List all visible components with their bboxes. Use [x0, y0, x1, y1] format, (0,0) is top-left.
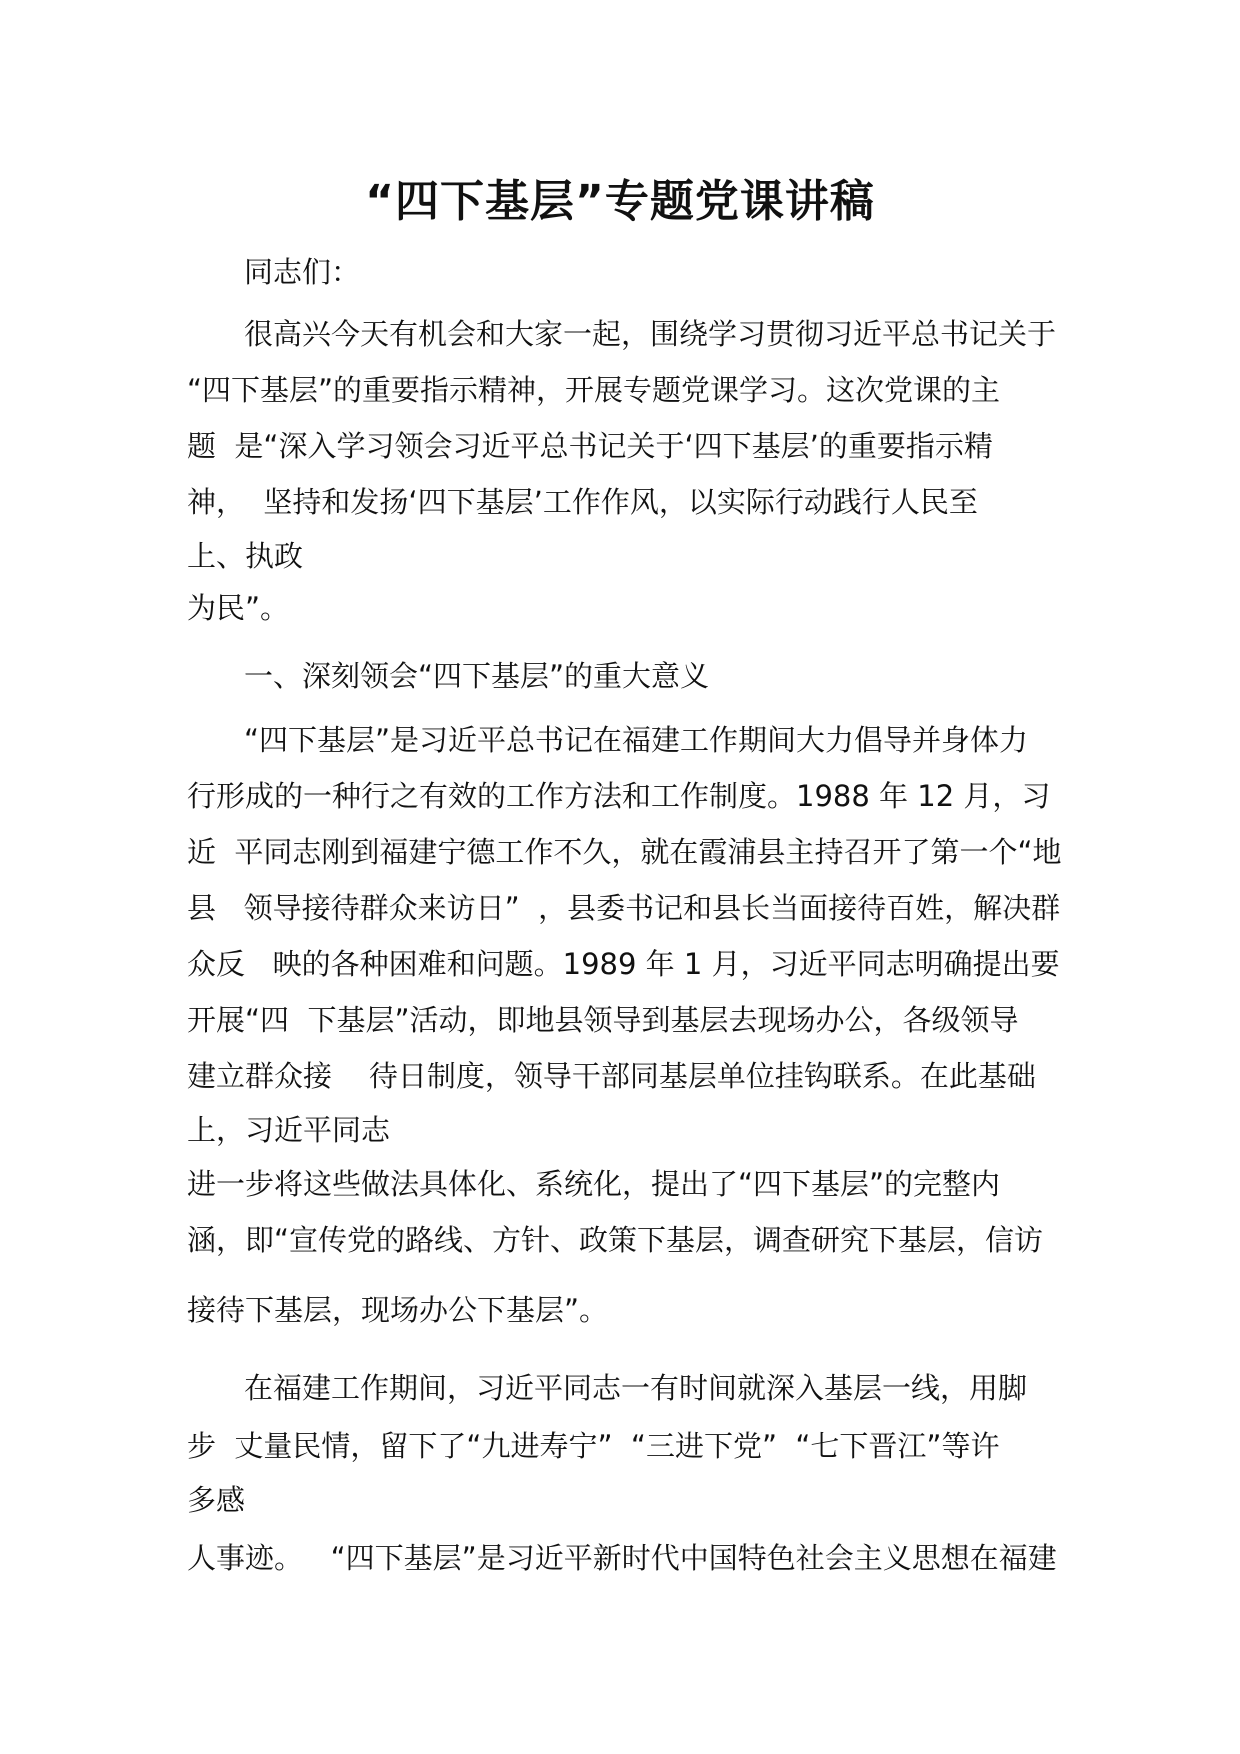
- paragraph-line: “四下基层”的重要指示精神，开展专题党课学习。这次党课的主: [187, 373, 1001, 407]
- salutation: 同志们：: [244, 255, 361, 289]
- section-heading: 一、深刻领会“四下基层”的重大意义: [244, 659, 710, 693]
- paragraph-line: 行形成的一种行之有效的工作方法和工作制度。1988 年 12 月，习: [187, 779, 1051, 813]
- paragraph-line: 涵，即“宣传党的路线、方针、政策下基层，调查研究下基层，信访: [187, 1223, 1044, 1257]
- paragraph-line: 开展“四 下基层”活动，即地县领导到基层去现场办公，各级领导: [187, 1003, 1019, 1037]
- paragraph-line: 接待下基层，现场办公下基层”。: [187, 1293, 609, 1327]
- paragraph-line: 在福建工作期间，习近平同志一有时间就深入基层一线，用脚: [244, 1371, 1028, 1405]
- paragraph-line: 步 丈量民情，留下了“九进寿宁” “三进下党” “七下晋江”等许: [187, 1429, 1000, 1463]
- paragraph-line: 很高兴今天有机会和大家一起，围绕学习贯彻习近平总书记关于: [244, 317, 1057, 351]
- paragraph-line: 近 平同志刚到福建宁德工作不久，就在霞浦县主持召开了第一个“地: [187, 835, 1062, 869]
- paragraph-line: 多感: [187, 1483, 246, 1517]
- paragraph-line: 上、执政: [187, 539, 304, 573]
- paragraph-line: 县 领导接待群众来访日” ，县委书记和县长当面接待百姓，解决群: [187, 891, 1061, 925]
- paragraph-line: 建立群众接 待日制度，领导干部同基层单位挂钩联系。在此基础: [187, 1059, 1036, 1093]
- paragraph-line: 神， 坚持和发扬‘四下基层’工作作风，以实际行动践行人民至: [187, 485, 978, 519]
- paragraph-line: 人事迹。 “四下基层”是习近平新时代中国特色社会主义思想在福建: [187, 1541, 1057, 1575]
- paragraph-line: 题 是“深入学习领会习近平总书记关于‘四下基层’的重要指示精: [187, 429, 993, 463]
- paragraph-line: 为民”。: [187, 591, 290, 625]
- paragraph-line: 众反 映的各种困难和问题。1989 年 1 月，习近平同志明确提出要: [187, 947, 1060, 981]
- paragraph-line: 进一步将这些做法具体化、系统化，提出了“四下基层”的完整内: [187, 1167, 1001, 1201]
- paragraph-line: “四下基层”是习近平总书记在福建工作期间大力倡导并身体力: [244, 723, 1029, 757]
- document-title: “四下基层”专题党课讲稿: [365, 176, 875, 227]
- paragraph-line: 上，习近平同志: [187, 1113, 391, 1147]
